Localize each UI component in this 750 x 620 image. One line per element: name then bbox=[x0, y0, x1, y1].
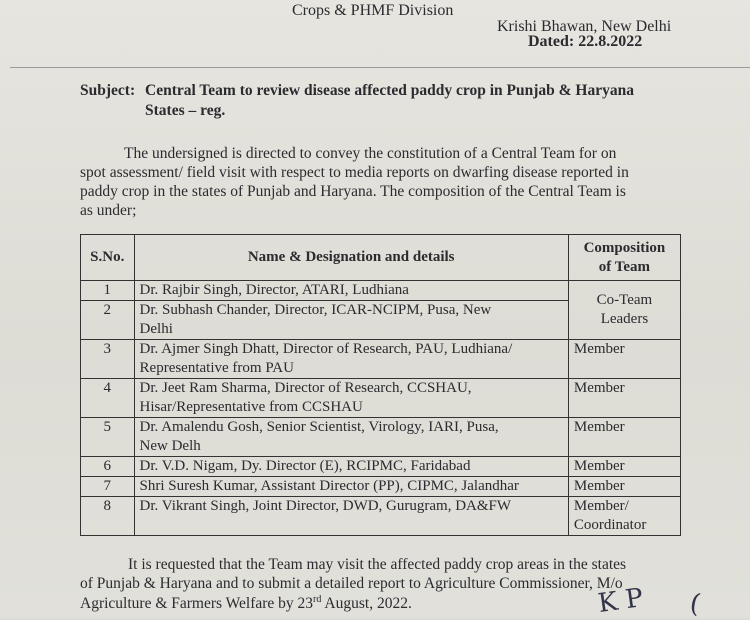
row-composition: Member bbox=[568, 379, 680, 418]
division-name: Crops & PHMF Division bbox=[292, 2, 454, 19]
row-name-line-1: Dr. Ajmer Singh Dhatt, Director of Research, PAU, Ludhiana/ bbox=[139, 341, 513, 357]
intro-line-4: as under; bbox=[80, 202, 137, 219]
closing-line-2: of Punjab & Haryana and to submit a detailed report to Agriculture Commissioner, M/o bbox=[80, 575, 623, 592]
table-header-row bbox=[81, 235, 681, 281]
table-row bbox=[81, 497, 681, 536]
row-name bbox=[134, 301, 568, 340]
closing-line-3 bbox=[80, 594, 412, 613]
row-sno: 8 bbox=[81, 497, 135, 536]
letter-date: Dated: 22.8.2022 bbox=[528, 33, 643, 50]
closing-date-suffix: rd bbox=[313, 594, 322, 605]
row-sno: 3 bbox=[81, 340, 135, 379]
row-composition: Member bbox=[568, 477, 680, 497]
intro-line-2: spot assessment/ field visit with respect to media reports on dwarfing disease reported in bbox=[80, 164, 629, 181]
row-sno: 5 bbox=[81, 418, 135, 457]
closing-line-3-text: Agriculture & Farmers Welfare by 23 bbox=[80, 595, 314, 613]
row-composition: Member bbox=[568, 457, 680, 477]
office-address: Krishi Bhawan, New Delhi bbox=[497, 18, 672, 35]
row-name: Dr. Rajbir Singh, Director, ATARI, Ludhiana bbox=[134, 281, 568, 301]
table-row bbox=[81, 457, 681, 477]
row-name-line-2: New Delh bbox=[139, 438, 201, 454]
sno-header: S.No. bbox=[81, 235, 135, 281]
row-name-line-2: Hisar/Representative from CCSHAU bbox=[139, 399, 363, 415]
row-name bbox=[134, 418, 568, 457]
row-name: Shri Suresh Kumar, Assistant Director (PP), CIPMC, Jalandhar bbox=[134, 477, 568, 497]
row-name bbox=[134, 379, 568, 418]
row-name-line-2: Representative from PAU bbox=[139, 360, 294, 376]
row-name-line-1: Dr. Subhash Chander, Director, ICAR-NCIPM, Pusa, New bbox=[139, 302, 492, 318]
row-sno: 2 bbox=[81, 301, 135, 340]
row-sno: 7 bbox=[81, 477, 135, 497]
team-composition-table bbox=[80, 234, 681, 536]
header-divider bbox=[10, 67, 750, 68]
row-name: Dr. Vikrant Singh, Joint Director, DWD, Gurugram, DA&FW bbox=[134, 497, 568, 536]
subject-label: Subject: bbox=[80, 82, 136, 99]
table-row bbox=[81, 379, 681, 418]
intro-line-1: The undersigned is directed to convey the constitution of a Central Team for on bbox=[124, 145, 617, 162]
row-name: Dr. V.D. Nigam, Dy. Director (E), RCIPMC, Faridabad bbox=[134, 457, 568, 477]
co-team-leaders-line-1: Co-Team bbox=[596, 292, 653, 308]
name-header: Name & Designation and details bbox=[134, 235, 568, 281]
closing-line-1: It is requested that the Team may visit the affected paddy crop areas in the states bbox=[128, 556, 627, 573]
row-name bbox=[134, 340, 568, 379]
row-name-line-2: Delhi bbox=[139, 321, 173, 337]
signature-mark-tail: ( bbox=[687, 588, 703, 620]
row-composition: Member bbox=[568, 340, 680, 379]
closing-line-3-end: August, 2022. bbox=[321, 595, 412, 613]
co-team-leaders-line-2: Leaders bbox=[600, 311, 649, 327]
subject-line-2: States – reg. bbox=[145, 102, 226, 119]
subject-line-1: Central Team to review disease affected paddy crop in Punjab & Haryana bbox=[145, 82, 634, 99]
table-row bbox=[81, 281, 681, 301]
composition-header-line-2: of Team bbox=[598, 258, 651, 275]
composition-header bbox=[568, 235, 680, 281]
row-composition-line-2: Coordinator bbox=[573, 517, 647, 533]
table-row bbox=[81, 418, 681, 457]
row-sno: 1 bbox=[81, 281, 135, 301]
row-sno: 4 bbox=[81, 379, 135, 418]
row-composition bbox=[568, 497, 680, 536]
row-composition-line-1: Member/ bbox=[573, 498, 629, 514]
row-sno: 6 bbox=[81, 457, 135, 477]
composition-header-line-1: Composition bbox=[583, 239, 666, 256]
signature-mark: K P bbox=[596, 583, 646, 619]
row-name-line-1: Dr. Jeet Ram Sharma, Director of Research, CCSHAU, bbox=[139, 380, 472, 396]
row-composition: Member bbox=[568, 418, 680, 457]
table-row bbox=[81, 477, 681, 497]
table-row bbox=[81, 340, 681, 379]
co-team-leaders-cell bbox=[568, 281, 680, 340]
intro-line-3: paddy crop in the states of Punjab and Haryana. The composition of the Central Team is bbox=[80, 183, 626, 200]
row-name-line-1: Dr. Amalendu Gosh, Senior Scientist, Virology, IARI, Pusa, bbox=[139, 419, 499, 435]
